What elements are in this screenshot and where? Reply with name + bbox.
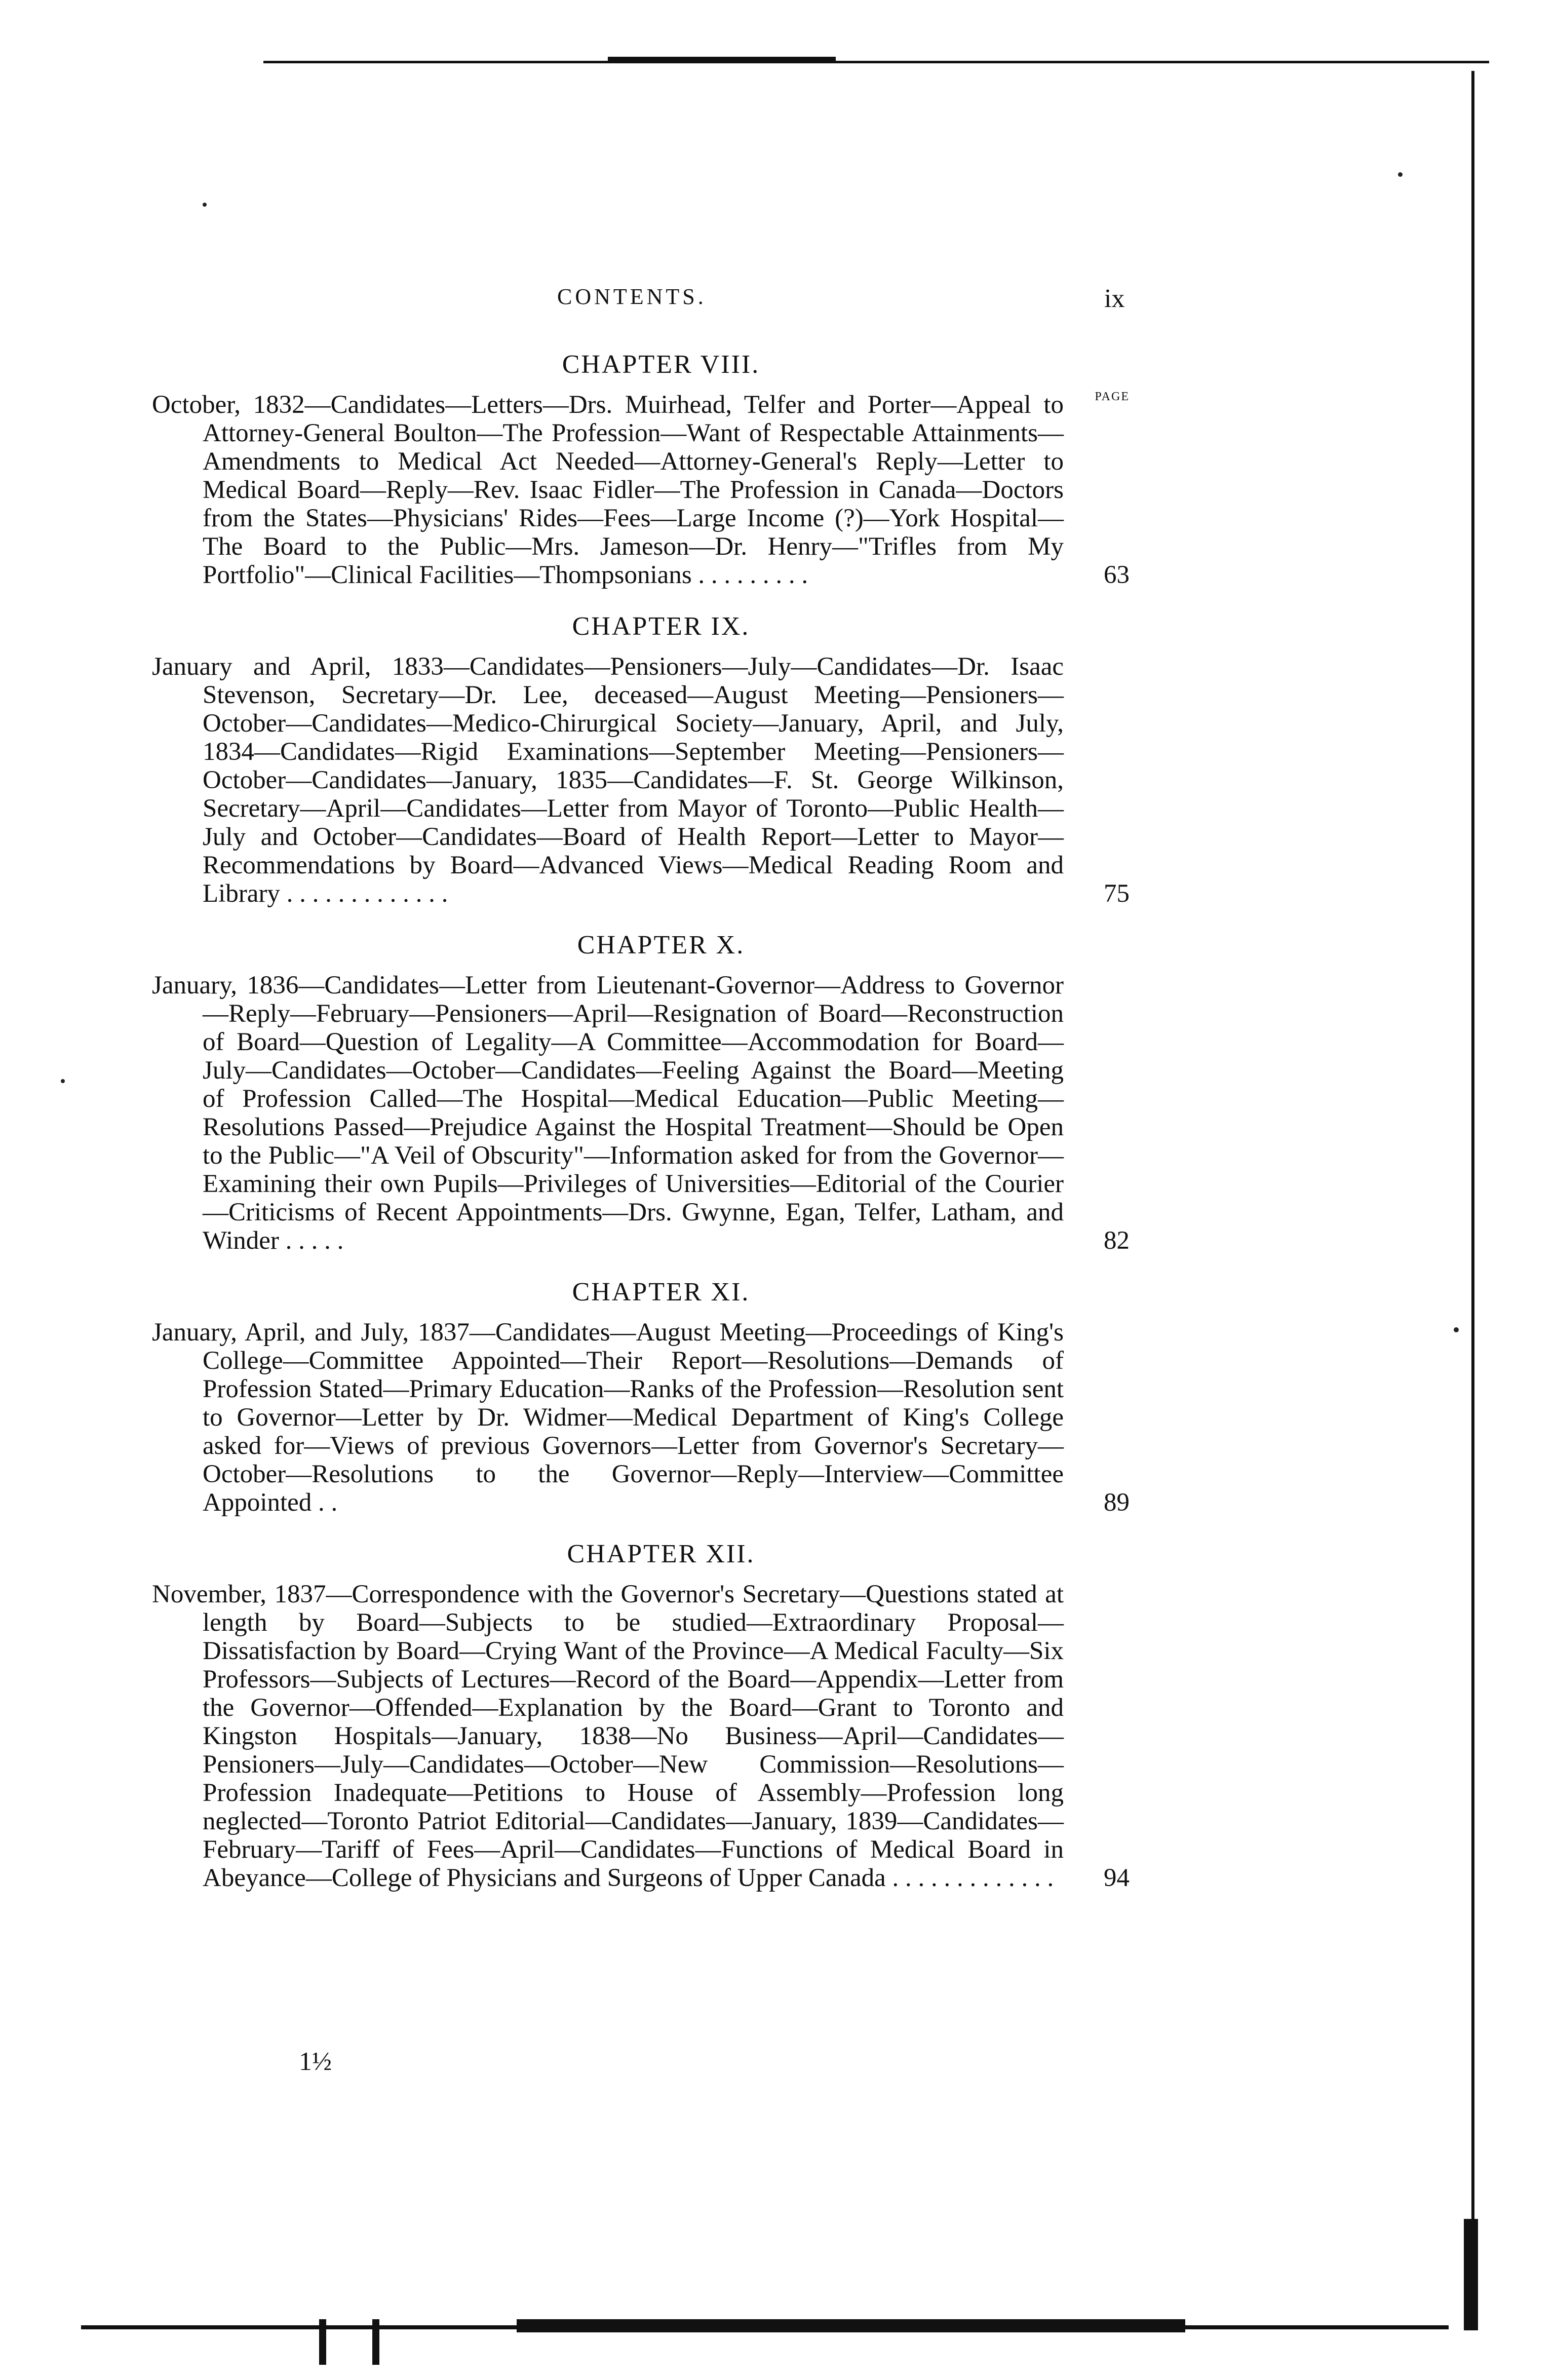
chapter-page-number: 89 xyxy=(1104,1488,1130,1517)
chapter-summary-text: October, 1832—Candidates—Letters—Drs. Muirhead, Telfer and Porter—Appeal to Attorney-General Boulton—The Profession—Want of Respectable Attainments—Amendments to Medical Act Needed—Attorney-General's Reply—Letter to Medical Board—Reply—Rev. Isaac Fidler—The Profession in Canada—Doctors from the States—Physicians' Rides—Fees—Large Income (?)—York Hospital—The Board to the Public—Mrs. Jameson—Dr. Henry—"Trifles from My Portfolio"—Clinical Facilities—Thompsonians . . . . . . . . . xyxy=(152,391,1064,589)
scan-speck xyxy=(1454,1327,1459,1332)
chapter-summary-text: January and April, 1833—Candidates—Pensioners—July—Candidates—Dr. Isaac Stevenson, Secretary—Dr. Lee, deceased—August Meeting—Pensioners—October—Candidates—Medico-Chirurgical Society—January, April, and July, 1834—Candidates—Rigid Examinations—September Meeting—Pensioners—October—Candidates—January, 1835—Candidates—F. St. George Wilkinson, Secretary—April—Candidates—Letter from Mayor of Toronto—Public Health—July and October—Candidates—Board of Health Report—Letter to Mayor—Recommendations by Board—Advanced Views—Medical Reading Room and Library . . . . . . . . . . . . . xyxy=(152,652,1064,908)
chapter-page-number: 75 xyxy=(1104,879,1130,908)
chapter-summary xyxy=(152,1580,1130,1892)
chapter-summary xyxy=(152,391,1130,589)
printer-signature-mark: 1½ xyxy=(299,2047,332,2076)
scan-speck xyxy=(1398,172,1403,177)
chapter-summary-text: January, April, and July, 1837—Candidates—August Meeting—Proceedings of King's College—Committee Appointed—Their Report—Resolutions—Demands of Profession Stated—Primary Education—Ranks of the Profession—Resolution sent to Governor—Letter by Dr. Widmer—Medical Department of King's College asked for—Views of previous Governors—Letter from Governor's Secretary—October—Resolutions to the Governor—Reply—Interview—Committee Appointed . . xyxy=(152,1318,1064,1517)
chapter-title: CHAPTER IX. xyxy=(572,612,750,641)
folio: ix xyxy=(1104,284,1125,313)
scan-speck xyxy=(61,1079,65,1083)
chapter-title: CHAPTER VIII. xyxy=(562,350,760,379)
chapter-entry xyxy=(152,611,1130,908)
chapter-entry xyxy=(152,1539,1130,1892)
chapter-page-number: 82 xyxy=(1104,1226,1130,1255)
chapter-summary-text: November, 1837—Correspondence with the Governor's Secretary—Questions stated at length by Board—Subjects to be studied—Extraordinary Proposal—Dissatisfaction by Board—Crying Want of the Province—A Medical Faculty—Six Professors—Subjects of Lectures—Record of the Board—Appendix—Letter from the Governor—Offended—Explanation by the Board—Grant to Toronto and Kingston Hospitals—January, 1838—No Business—April—Candidates—Pensioners—July—Candidates—October—New Commission—Resolutions—Profession Inadequate—Petitions to House of Assembly—Profession long neglected—Toronto Patriot Editorial—Candidates—January, 1839—Candidates—February—Tariff of Fees—April—Candidates—Functions of Medical Board in Abeyance—College of Physicians and Surgeons of Upper Canada . . . . . . . . . . . . . xyxy=(152,1580,1064,1892)
page-column-label: PAGE xyxy=(1095,390,1130,403)
contents-list xyxy=(152,350,1130,1914)
chapter-summary xyxy=(152,652,1130,908)
top-scan-edge xyxy=(263,61,1489,63)
top-scan-edge-thick xyxy=(608,57,836,62)
running-header xyxy=(0,284,1555,324)
chapter-entry xyxy=(152,1277,1130,1517)
scan-speck xyxy=(203,203,207,207)
right-scan-edge-thick xyxy=(1464,2219,1478,2330)
chapter-page-number: 94 xyxy=(1104,1864,1130,1892)
running-title: CONTENTS. xyxy=(557,284,707,309)
chapter-title: CHAPTER XII. xyxy=(567,1540,755,1568)
chapter-summary xyxy=(152,971,1130,1255)
bottom-scan-mark-2 xyxy=(372,2319,379,2365)
chapter-title: CHAPTER X. xyxy=(577,931,745,959)
right-scan-edge xyxy=(1471,71,1474,2320)
chapter-entry xyxy=(152,930,1130,1255)
chapter-title: CHAPTER XI. xyxy=(572,1278,750,1307)
bottom-scan-block xyxy=(517,2319,1185,2332)
chapter-summary-text: January, 1836—Candidates—Letter from Lieutenant-Governor—Address to Governor—Reply—February—Pensioners—April—Resignation of Board—Reconstruction of Board—Question of Legality—A Committee—Accommodation for Board—July—Candidates—October—Candidates—Feeling Against the Board—Meeting of Profession Called—The Hospital—Medical Education—Public Meeting—Resolutions Passed—Prejudice Against the Hospital Treatment—Should be Open to the Public—"A Veil of Obscurity"—Information asked for from the Governor—Examining their own Pupils—Privileges of Universities—Editorial of the Courier—Criticisms of Recent Appointments—Drs. Gwynne, Egan, Telfer, Latham, and Winder . . . . . xyxy=(152,971,1064,1255)
chapter-summary xyxy=(152,1318,1130,1517)
bottom-scan-mark-1 xyxy=(319,2319,326,2365)
chapter-entry xyxy=(152,350,1130,589)
chapter-page-number: 63 xyxy=(1104,561,1130,589)
